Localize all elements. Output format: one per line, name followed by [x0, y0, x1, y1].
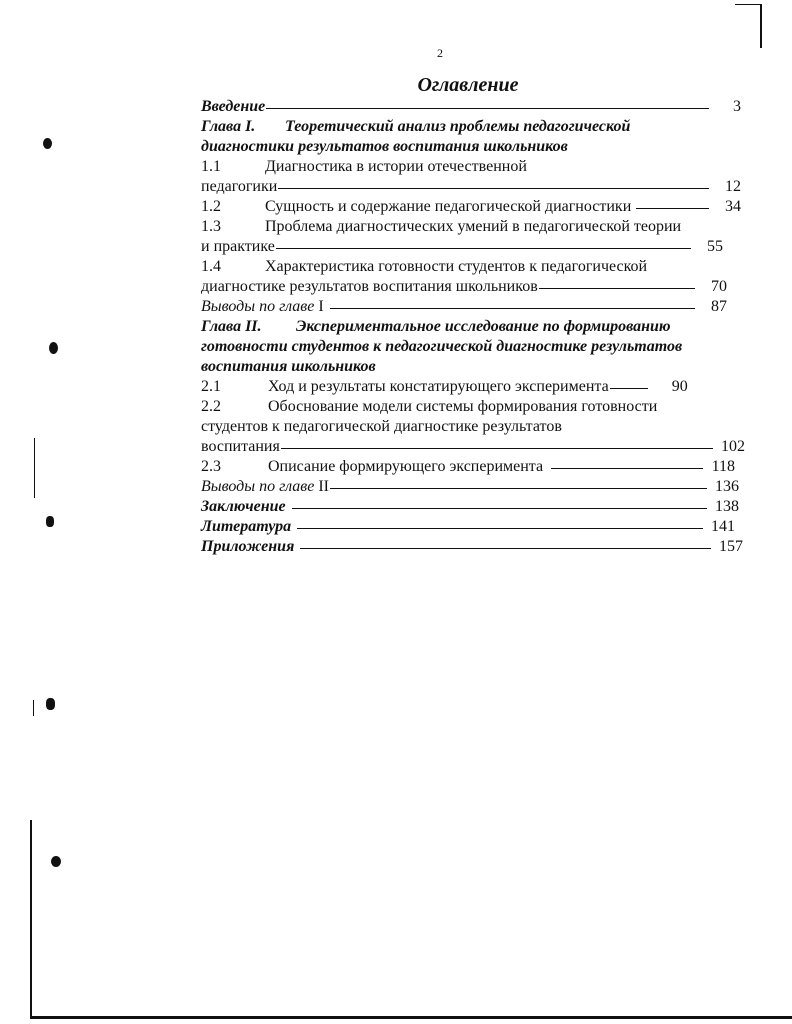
dot-leader: [266, 108, 709, 109]
toc-entry-1-3[interactable]: [201, 237, 741, 257]
punch-hole-2: [49, 342, 58, 354]
chapter-label: Глава I.: [201, 118, 256, 135]
punch-hole-3: [46, 516, 54, 527]
page-number: 2: [437, 46, 443, 60]
toc-entry-2-3[interactable]: [201, 457, 741, 477]
dot-leader: [330, 308, 695, 309]
section-number: 1.4: [201, 258, 221, 275]
entry-page: 70: [711, 278, 727, 295]
toc-entry-conclusion[interactable]: [201, 497, 741, 517]
dot-leader: [636, 208, 709, 209]
entry-label: Заключение: [201, 498, 286, 515]
punch-hole-1: [43, 138, 52, 149]
scan-border-right: [760, 4, 762, 48]
section-title-cont: студентов к педагогической диагностике результатов: [201, 418, 562, 435]
margin-line-1: [34, 438, 35, 498]
toc-entry-appendices[interactable]: [201, 537, 741, 557]
entry-label: Выводы по главе: [201, 298, 315, 315]
entry-page: 157: [719, 538, 743, 555]
entry-page: 55: [707, 238, 723, 255]
roman-numeral: II: [318, 478, 329, 495]
section-title: Описание формирующего эксперимента: [268, 458, 544, 475]
section-number: 1.2: [201, 198, 221, 215]
toc-entry-literature[interactable]: [201, 517, 741, 537]
toc-entry-conclusions-2[interactable]: [201, 477, 741, 497]
dot-leader: [276, 248, 691, 249]
toc-entry-1-2[interactable]: [201, 197, 741, 217]
dot-leader: [539, 288, 695, 289]
section-number: 1.3: [201, 218, 221, 235]
toc-entry-1-3-line1[interactable]: [201, 217, 741, 237]
entry-page: 3: [733, 98, 741, 115]
toc-title: Оглавление: [417, 74, 519, 96]
dot-leader: [297, 528, 703, 529]
section-title-cont: педагогики: [201, 178, 278, 195]
chapter-2-heading[interactable]: [201, 317, 741, 337]
dot-leader: [300, 548, 711, 549]
chapter-label: Глава II.: [201, 318, 262, 335]
toc-entry-1-1-line1[interactable]: [201, 157, 741, 177]
entry-page: 34: [725, 198, 741, 215]
toc-entry-2-2[interactable]: [201, 437, 745, 457]
entry-label: Выводы по главе: [201, 478, 315, 495]
entry-page: 90: [671, 378, 688, 395]
entry-label: Приложения: [201, 538, 295, 555]
entry-page: 138: [715, 498, 739, 515]
section-number: 2.1: [201, 378, 221, 395]
chapter-title-line3: воспитания школьников: [201, 358, 376, 375]
margin-line-2: [33, 700, 34, 716]
entry-label: Литература: [201, 518, 292, 535]
entry-label: Введение: [201, 98, 266, 115]
entry-page: 12: [725, 178, 741, 195]
dot-leader: [292, 508, 707, 509]
entry-page: 102: [721, 438, 745, 455]
section-number: 2.3: [201, 458, 221, 475]
section-title: Характеристика готовности студентов к педагогической: [265, 258, 648, 275]
chapter-1-heading[interactable]: [201, 117, 741, 137]
section-title: Сущность и содержание педагогической диагностики: [265, 198, 632, 215]
chapter-title-line2: готовности студентов к педагогической диагностике результатов: [201, 338, 683, 355]
toc-entry-1-1[interactable]: [201, 177, 741, 197]
scan-border-top-right: [735, 4, 761, 5]
entry-page: 141: [711, 518, 735, 535]
section-title: Ход и результаты констатирующего эксперимента: [268, 378, 609, 395]
scan-border-left: [30, 820, 32, 1019]
entry-page: 136: [715, 478, 739, 495]
roman-numeral: I: [318, 298, 324, 315]
table-of-contents: [201, 97, 745, 557]
section-title-cont2: воспитания: [201, 438, 280, 455]
dot-leader: [551, 468, 703, 469]
chapter-title-line1: Экспериментальное исследование по формированию: [296, 318, 671, 335]
dot-leader: [330, 488, 707, 489]
section-title: Диагностика в истории отечественной: [265, 158, 527, 175]
entry-page: 87: [711, 298, 727, 315]
toc-entry-conclusions-1[interactable]: [201, 297, 741, 317]
chapter-title-line2: диагностики результатов воспитания школьников: [201, 138, 568, 155]
entry-page: 118: [711, 458, 735, 475]
dot-leader: [281, 448, 713, 449]
toc-entry-1-4[interactable]: [201, 277, 741, 297]
section-title-cont: диагностике результатов воспитания школьников: [201, 278, 538, 295]
toc-entry-intro[interactable]: [201, 97, 741, 117]
toc-entry-2-1[interactable]: [201, 377, 741, 397]
toc-entry-1-4-line1[interactable]: [201, 257, 741, 277]
section-title: Обоснование модели системы формирования готовности: [268, 398, 658, 415]
section-title-cont: и практике: [201, 238, 275, 255]
chapter-title-line1: Теоретический анализ проблемы педагогической: [285, 118, 631, 135]
dot-leader: [278, 188, 709, 189]
section-title: Проблема диагностических умений в педагогической теории: [265, 218, 682, 235]
section-number: 2.2: [201, 398, 221, 415]
punch-hole-4: [46, 698, 55, 710]
scan-border-bottom: [32, 1016, 792, 1019]
section-number: 1.1: [201, 158, 221, 175]
punch-hole-5: [51, 856, 61, 867]
dot-leader: [610, 388, 648, 389]
toc-entry-2-2-line1[interactable]: [201, 397, 741, 417]
